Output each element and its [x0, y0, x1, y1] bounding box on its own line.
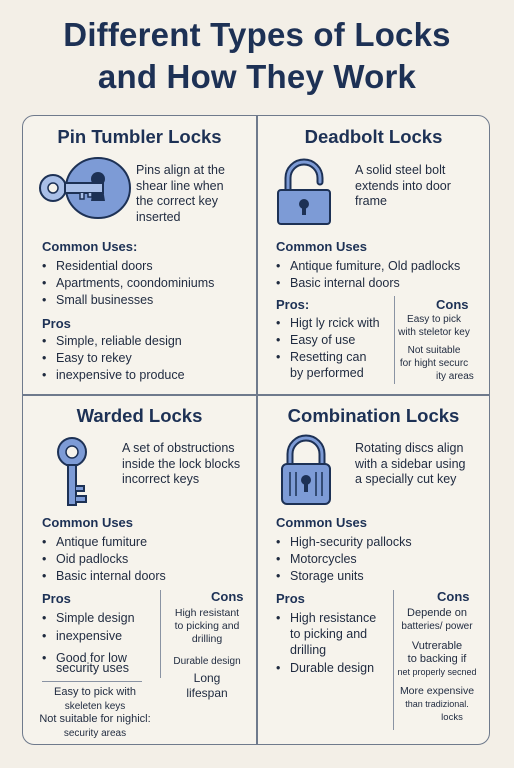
- deadbolt-con: [396, 313, 472, 339]
- list-item: • High resistance: [276, 610, 376, 627]
- warded-pros-list: [42, 609, 135, 667]
- footer-line: Not suitable for nighicl:: [39, 713, 151, 725]
- list-item: • inexpensive: [42, 627, 135, 645]
- footer-line: skeleten keys: [64, 700, 126, 712]
- warded-title: Warded Locks: [76, 405, 203, 426]
- con-line: Depende on: [407, 607, 467, 619]
- list-item: • Motorcycles: [276, 551, 412, 568]
- deadbolt-pros-cons-divider: [394, 296, 395, 384]
- open-padlock-icon: [276, 160, 338, 226]
- pin-uses-label: Common Uses:: [42, 239, 138, 254]
- pin-desc-line: inserted: [136, 209, 181, 224]
- footer-line: security areas: [63, 727, 127, 739]
- list-item: • Easy of use: [276, 332, 380, 349]
- warded-pros-cons-divider: [160, 590, 161, 678]
- page-title-line2: and How They Work: [97, 58, 417, 95]
- combination-uses-list: [276, 534, 412, 585]
- con-line: locks: [441, 712, 463, 723]
- con-line: ity areas: [436, 371, 474, 382]
- list-item: • Residential doors: [42, 258, 214, 275]
- deadbolt-title: Deadbolt Locks: [304, 126, 443, 147]
- list-item: • Antique fumiture, Old padlocks: [276, 258, 460, 275]
- combination-pros-continuation: [290, 626, 367, 658]
- deadbolt-pros-continuation: by performed: [290, 366, 364, 380]
- warded-con: [164, 671, 250, 701]
- deadbolt-desc-line: extends into door: [355, 178, 451, 193]
- combination-desc-line: with a sidebar using: [355, 456, 466, 471]
- combination-desc-line: a specially cut key: [355, 472, 457, 486]
- con-line: batteries/ power: [401, 621, 473, 632]
- pin-desc-line: shear line when: [136, 178, 224, 193]
- combination-pros-cons-divider: [393, 590, 394, 730]
- list-item: • Resetting can: [276, 349, 380, 366]
- combination-desc-line: Rotating discs align: [355, 441, 464, 455]
- con-line: Long: [193, 671, 221, 685]
- deadbolt-cons-label: Cons: [436, 297, 469, 312]
- list-item: • Oid padlocks: [42, 551, 166, 568]
- vertical-divider: [256, 116, 258, 744]
- deadbolt-pros-label: Pros:: [276, 297, 310, 312]
- deadbolt-description: [355, 163, 451, 210]
- list-item: • Simple, reliable design: [42, 333, 185, 350]
- warded-uses-label: Common Uses: [42, 515, 134, 530]
- pin-desc-line: Pins align at the: [136, 163, 225, 177]
- deadbolt-con: [396, 344, 472, 383]
- combination-con: [396, 685, 478, 724]
- pin-desc-line: the correct key: [136, 194, 218, 208]
- combination-uses-label: Common Uses: [276, 515, 368, 530]
- list-item: • Basic internal doors: [276, 275, 460, 292]
- warded-con: [164, 655, 250, 668]
- warded-pros-continuation: security uses: [56, 661, 129, 675]
- deadbolt-uses-list: [276, 258, 460, 292]
- skeleton-key-icon: [52, 436, 94, 508]
- combination-con: [396, 640, 478, 679]
- combination-padlock-icon: [280, 436, 332, 506]
- list-item: • Good for low: [42, 649, 135, 667]
- list-item: • Storage units: [276, 568, 412, 585]
- deadbolt-desc-line: A solid steel bolt: [355, 163, 446, 177]
- combination-pros-list-second: [276, 660, 374, 677]
- con-line: drilling: [191, 633, 223, 645]
- pin-pros-label: Pros: [42, 316, 71, 331]
- con-line: for hight securc: [399, 358, 469, 369]
- con-line: lifespan: [186, 686, 228, 700]
- warded-pros-label: Pros: [42, 591, 71, 606]
- warded-desc-line: inside the lock blocks: [122, 456, 241, 471]
- pin-uses-list: [42, 258, 214, 309]
- pros-line: to picking and: [290, 627, 368, 641]
- warded-footer-divider: [42, 681, 142, 682]
- con-line: to picking and: [174, 620, 240, 632]
- pin-pros-list: [42, 333, 185, 384]
- combination-cons-label: Cons: [437, 589, 470, 604]
- list-item: • Small businesses: [42, 292, 214, 309]
- list-item: • Basic internal doors: [42, 568, 166, 585]
- warded-footer: [28, 686, 162, 740]
- con-line: Easy to pick: [407, 314, 461, 325]
- list-item: • Antique fumiture: [42, 534, 166, 551]
- con-line: Vutrerable: [411, 640, 463, 652]
- list-item: • Easy to rekey: [42, 350, 185, 367]
- con-line: High resistant: [174, 607, 240, 619]
- list-item: • Apartments, coondominiums: [42, 275, 214, 292]
- list-item: • Durable design: [276, 660, 374, 677]
- page-title-line1: Different Types of Locks: [63, 16, 451, 53]
- key-in-lock-icon: [36, 157, 132, 219]
- con-line: Durable design: [173, 656, 241, 667]
- list-item: • Higt ly rcick with: [276, 315, 380, 332]
- warded-cons-label: Cons: [211, 589, 244, 604]
- list-item: • inexpensive to produce: [42, 367, 185, 384]
- warded-uses-list: [42, 534, 166, 585]
- deadbolt-uses-label: Common Uses: [276, 239, 368, 254]
- combination-con: [396, 607, 478, 633]
- horizontal-divider: [23, 394, 489, 396]
- warded-desc-line: A set of obstructions: [122, 441, 235, 455]
- page-title: [0, 14, 514, 98]
- deadbolt-pros-list: [276, 315, 380, 366]
- warded-desc-line: incorrect keys: [122, 472, 200, 486]
- con-line: More expensive: [399, 685, 475, 697]
- pin-description: [136, 163, 225, 225]
- combination-description: [355, 441, 465, 488]
- list-item: • Simple design: [42, 609, 135, 627]
- footer-line: Easy to pick with: [54, 686, 136, 698]
- list-item: • High-security pallocks: [276, 534, 412, 551]
- con-line: than tradizional.: [405, 699, 469, 709]
- warded-con: [164, 607, 250, 646]
- combination-pros-list-first: [276, 610, 376, 627]
- con-line: Not suitable: [407, 345, 461, 356]
- pin-title: Pin Tumbler Locks: [57, 126, 222, 147]
- con-line: net properly secned: [397, 667, 477, 677]
- warded-description: [122, 441, 240, 488]
- con-line: to backing if: [407, 653, 467, 665]
- con-line: with steletor key: [398, 327, 470, 338]
- combination-pros-label: Pros: [276, 591, 305, 606]
- deadbolt-desc-line: frame: [355, 194, 387, 208]
- pros-line: drilling: [290, 643, 327, 657]
- combination-title: Combination Locks: [287, 405, 460, 426]
